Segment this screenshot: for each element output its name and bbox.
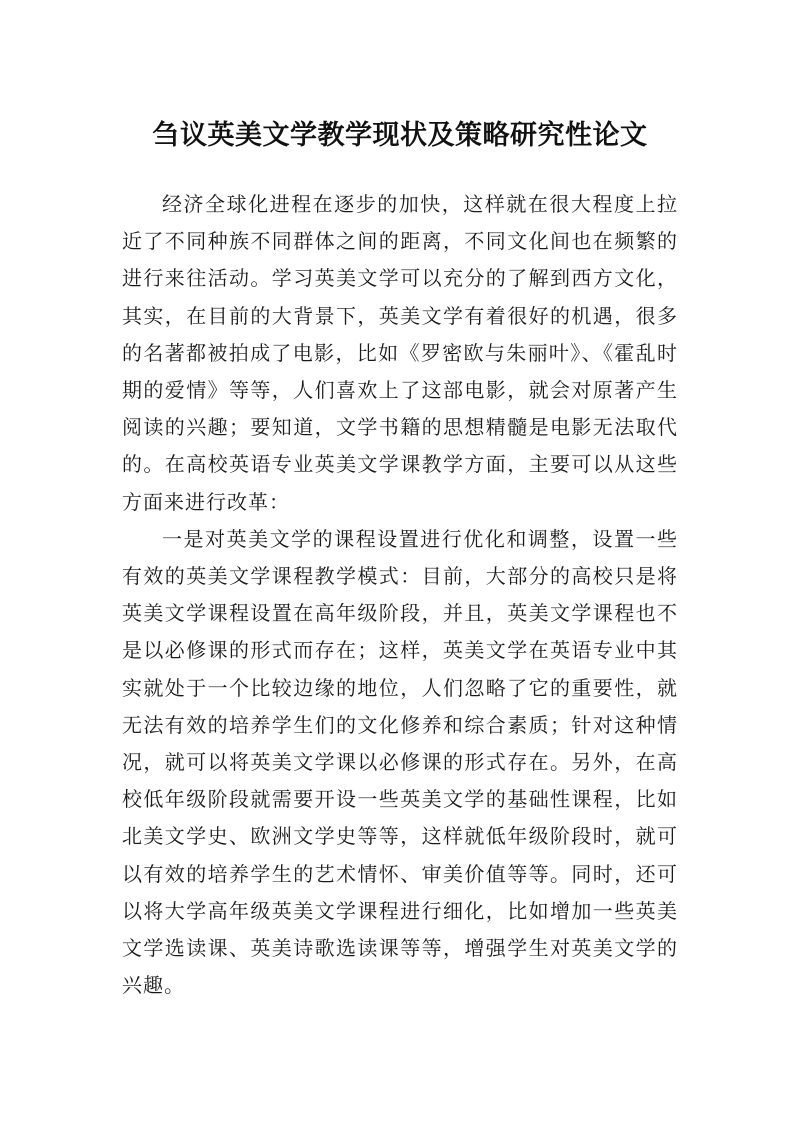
document-body <box>122 186 678 1004</box>
paragraph-intro: 经济全球化进程在逐步的加快，这样就在很大程度上拉近了不同种族不同群体之间的距离，不同文化间也在频繁的进行来往活动。学习英美文学可以充分的了解到西方文化，其实，在目前的大背景下，英美文学有着很好的机遇，很多的名著都被拍成了电影，比如《罗密欧与朱丽叶》、《霍乱时期的爱情》等等，人们喜欢上了这部电影，就会对原著产生阅读的兴趣；要知道，文学书籍的思想精髓是电影无法取代的。在高校英语专业英美文学课教学方面，主要可以从这些方面来进行改革： <box>122 192 678 514</box>
document-title: 刍议英美文学教学现状及策略研究性论文 <box>152 120 648 152</box>
paragraph-curriculum: 一是对英美文学的课程设置进行优化和调整，设置一些有效的英美文学课程教学模式：目前，大部分的高校只是将英美文学课程设置在高年级阶段，并且，英美文学课程也不是以必修课的形式而存在；这样，英美文学在英语专业中其实就处于一个比较边缘的地位，人们忽略了它的重要性，就无法有效的培养学生们的文化修养和综合素质；针对这种情况，就可以将英美文学课以必修课的形式存在。另外，在高校低年级阶段就需要开设一些英美文学的基础性课程，比如北美文学史、欧洲文学史等等，这样就低年级阶段时，就可以有效的培养学生的艺术情怀、审美价值等等。同时，还可以将大学高年级英美文学课程进行细化，比如增加一些英美文学选读课、英美诗歌选读课等等，增强学生对英美文学的兴趣。 <box>122 526 678 998</box>
